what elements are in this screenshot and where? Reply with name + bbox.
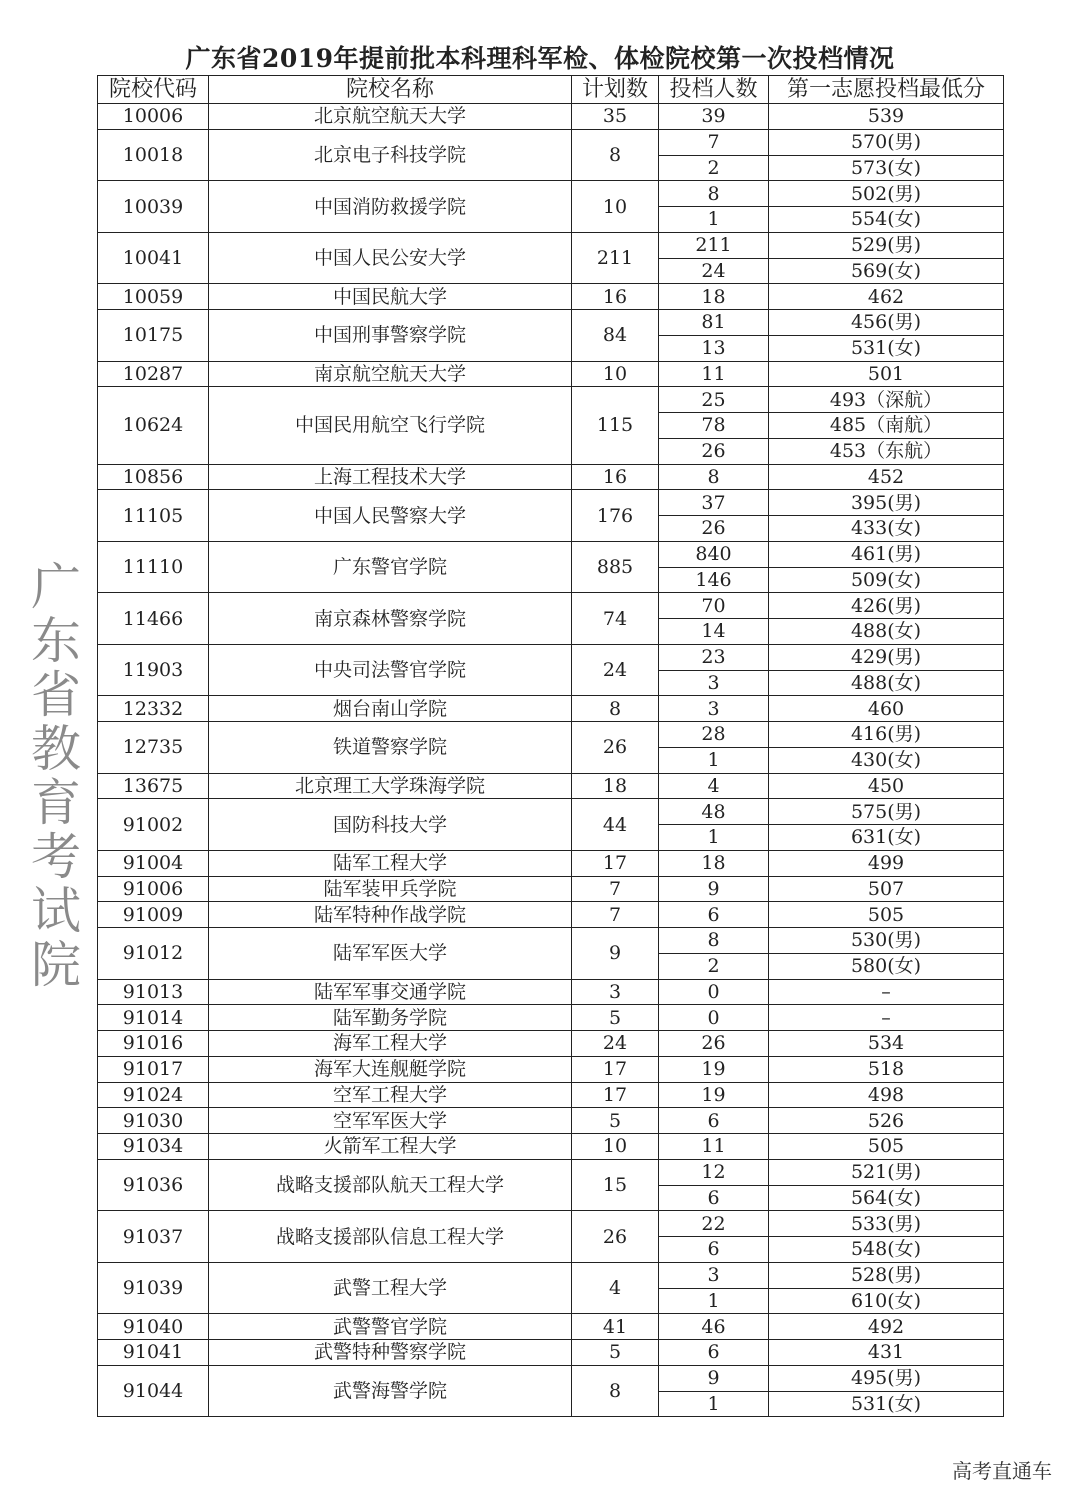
min-score: 416(男): [769, 722, 1004, 748]
school-name: 陆军军事交通学院: [209, 979, 572, 1005]
min-score: 564(女): [769, 1185, 1004, 1211]
min-score: 505: [769, 1134, 1004, 1160]
min-score: 610(女): [769, 1288, 1004, 1314]
table-row: [98, 1365, 1004, 1391]
min-score: 433(女): [769, 516, 1004, 542]
table-row: [98, 541, 1004, 567]
table-row: [98, 284, 1004, 310]
admitted-count: 0: [659, 1005, 769, 1031]
admitted-count: 81: [659, 310, 769, 336]
min-score: 575(男): [769, 799, 1004, 825]
school-name: 海军大连舰艇学院: [209, 1056, 572, 1082]
plan-count: 74: [572, 593, 659, 645]
min-score: 569(女): [769, 258, 1004, 284]
admitted-count: 8: [659, 181, 769, 207]
admitted-count: 11: [659, 361, 769, 387]
plan-count: 18: [572, 773, 659, 799]
school-code: 91014: [98, 1005, 209, 1031]
plan-count: 4: [572, 1262, 659, 1314]
school-code: 91044: [98, 1365, 209, 1417]
min-score: 452: [769, 464, 1004, 490]
min-score: 529(男): [769, 232, 1004, 258]
admitted-count: 840: [659, 541, 769, 567]
admitted-count: 26: [659, 516, 769, 542]
admitted-count: 39: [659, 104, 769, 130]
admitted-count: 7: [659, 129, 769, 155]
school-name: 武警工程大学: [209, 1262, 572, 1314]
school-name: 中国民用航空飞行学院: [209, 387, 572, 464]
school-name: 武警特种警察学院: [209, 1340, 572, 1366]
admitted-count: 3: [659, 1262, 769, 1288]
school-name: 国防科技大学: [209, 799, 572, 851]
plan-count: 5: [572, 1005, 659, 1031]
plan-count: 17: [572, 1056, 659, 1082]
plan-count: 5: [572, 1108, 659, 1134]
school-code: 91012: [98, 928, 209, 980]
table-row: [98, 1262, 1004, 1288]
plan-count: 8: [572, 129, 659, 181]
min-score: –: [769, 1005, 1004, 1031]
min-score: 461(男): [769, 541, 1004, 567]
school-code: 91030: [98, 1108, 209, 1134]
header-count: 投档人数: [659, 76, 769, 104]
min-score: 570(男): [769, 129, 1004, 155]
min-score: 430(女): [769, 747, 1004, 773]
plan-count: 24: [572, 1031, 659, 1057]
min-score: 534: [769, 1031, 1004, 1057]
table-row: [98, 644, 1004, 670]
school-code: 11903: [98, 644, 209, 696]
school-name: 空军军医大学: [209, 1108, 572, 1134]
plan-count: 7: [572, 876, 659, 902]
school-name: 空军工程大学: [209, 1082, 572, 1108]
watermark: 广东省教育考试院: [23, 560, 81, 992]
table-row: [98, 464, 1004, 490]
min-score: 460: [769, 696, 1004, 722]
admitted-count: 11: [659, 1134, 769, 1160]
admitted-count: 8: [659, 928, 769, 954]
table-row: [98, 310, 1004, 336]
admitted-count: 46: [659, 1314, 769, 1340]
admitted-count: 26: [659, 438, 769, 464]
admitted-count: 6: [659, 1237, 769, 1263]
school-code: 10039: [98, 181, 209, 233]
admitted-count: 24: [659, 258, 769, 284]
school-code: 91039: [98, 1262, 209, 1314]
school-name: 战略支援部队航天工程大学: [209, 1159, 572, 1211]
admitted-count: 78: [659, 413, 769, 439]
plan-count: 5: [572, 1340, 659, 1366]
admitted-count: 9: [659, 1365, 769, 1391]
school-name: 北京电子科技学院: [209, 129, 572, 181]
table-row: [98, 1211, 1004, 1237]
school-name: 中国消防救援学院: [209, 181, 572, 233]
school-name: 中国民航大学: [209, 284, 572, 310]
table-row: [98, 696, 1004, 722]
school-code: 11110: [98, 541, 209, 593]
school-code: 91016: [98, 1031, 209, 1057]
school-code: 91017: [98, 1056, 209, 1082]
admitted-count: 0: [659, 979, 769, 1005]
min-score: 431: [769, 1340, 1004, 1366]
school-code: 12735: [98, 722, 209, 774]
table-row: [98, 1005, 1004, 1031]
school-name: 中央司法警官学院: [209, 644, 572, 696]
min-score: 493（深航）: [769, 387, 1004, 413]
plan-count: 885: [572, 541, 659, 593]
plan-count: 35: [572, 104, 659, 130]
school-name: 南京森林警察学院: [209, 593, 572, 645]
school-code: 91041: [98, 1340, 209, 1366]
admitted-count: 6: [659, 1340, 769, 1366]
plan-count: 8: [572, 696, 659, 722]
header-score: 第一志愿投档最低分: [769, 76, 1004, 104]
min-score: 554(女): [769, 207, 1004, 233]
min-score: 531(女): [769, 335, 1004, 361]
plan-count: 44: [572, 799, 659, 851]
plan-count: 16: [572, 284, 659, 310]
plan-count: 17: [572, 850, 659, 876]
table-row: [98, 104, 1004, 130]
table-row: [98, 799, 1004, 825]
plan-count: 10: [572, 361, 659, 387]
min-score: 526: [769, 1108, 1004, 1134]
school-code: 91040: [98, 1314, 209, 1340]
admitted-count: 19: [659, 1056, 769, 1082]
min-score: 426(男): [769, 593, 1004, 619]
header-code: 院校代码: [98, 76, 209, 104]
admitted-count: 3: [659, 696, 769, 722]
min-score: 492: [769, 1314, 1004, 1340]
table-row: [98, 876, 1004, 902]
school-code: 11105: [98, 490, 209, 542]
plan-count: 15: [572, 1159, 659, 1211]
admitted-count: 25: [659, 387, 769, 413]
plan-count: 211: [572, 232, 659, 284]
admitted-count: 2: [659, 155, 769, 181]
school-name: 南京航空航天大学: [209, 361, 572, 387]
table-row: [98, 593, 1004, 619]
school-code: 10175: [98, 310, 209, 362]
school-name: 武警海警学院: [209, 1365, 572, 1417]
school-name: 上海工程技术大学: [209, 464, 572, 490]
school-name: 陆军军医大学: [209, 928, 572, 980]
school-name: 烟台南山学院: [209, 696, 572, 722]
min-score: 395(男): [769, 490, 1004, 516]
min-score: –: [769, 979, 1004, 1005]
school-name: 陆军特种作战学院: [209, 902, 572, 928]
admitted-count: 1: [659, 207, 769, 233]
school-name: 陆军装甲兵学院: [209, 876, 572, 902]
min-score: 518: [769, 1056, 1004, 1082]
school-code: 10018: [98, 129, 209, 181]
admitted-count: 22: [659, 1211, 769, 1237]
min-score: 548(女): [769, 1237, 1004, 1263]
plan-count: 16: [572, 464, 659, 490]
school-code: 91009: [98, 902, 209, 928]
min-score: 453（东航）: [769, 438, 1004, 464]
admitted-count: 18: [659, 284, 769, 310]
table-row: [98, 902, 1004, 928]
min-score: 462: [769, 284, 1004, 310]
min-score: 498: [769, 1082, 1004, 1108]
table-row: [98, 1314, 1004, 1340]
admitted-count: 70: [659, 593, 769, 619]
table-row: [98, 928, 1004, 954]
min-score: 495(男): [769, 1365, 1004, 1391]
school-code: 91013: [98, 979, 209, 1005]
table-row: [98, 129, 1004, 155]
school-code: 10006: [98, 104, 209, 130]
school-name: 中国刑事警察学院: [209, 310, 572, 362]
school-name: 中国人民公安大学: [209, 232, 572, 284]
school-name: 陆军工程大学: [209, 850, 572, 876]
admitted-count: 211: [659, 232, 769, 258]
table-row: [98, 773, 1004, 799]
plan-count: 115: [572, 387, 659, 464]
table-row: [98, 1134, 1004, 1160]
school-name: 广东警官学院: [209, 541, 572, 593]
table-row: [98, 850, 1004, 876]
admitted-count: 8: [659, 464, 769, 490]
min-score: 507: [769, 876, 1004, 902]
school-code: 12332: [98, 696, 209, 722]
plan-count: 9: [572, 928, 659, 980]
header-row: [98, 76, 1004, 104]
school-code: 91024: [98, 1082, 209, 1108]
school-name: 火箭军工程大学: [209, 1134, 572, 1160]
footer-source: 高考直通车: [952, 1459, 1052, 1483]
school-code: 13675: [98, 773, 209, 799]
school-code: 91034: [98, 1134, 209, 1160]
admitted-count: 48: [659, 799, 769, 825]
table-row: [98, 1340, 1004, 1366]
school-name: 铁道警察学院: [209, 722, 572, 774]
min-score: 485（南航）: [769, 413, 1004, 439]
school-code: 91004: [98, 850, 209, 876]
admitted-count: 4: [659, 773, 769, 799]
admitted-count: 14: [659, 619, 769, 645]
table-row: [98, 490, 1004, 516]
plan-count: 8: [572, 1365, 659, 1417]
min-score: 531(女): [769, 1391, 1004, 1417]
school-code: 10624: [98, 387, 209, 464]
school-code: 91006: [98, 876, 209, 902]
min-score: 450: [769, 773, 1004, 799]
admitted-count: 18: [659, 850, 769, 876]
admitted-count: 1: [659, 747, 769, 773]
admitted-count: 23: [659, 644, 769, 670]
plan-count: 24: [572, 644, 659, 696]
admitted-count: 26: [659, 1031, 769, 1057]
plan-count: 3: [572, 979, 659, 1005]
header-plan: 计划数: [572, 76, 659, 104]
admitted-count: 1: [659, 1391, 769, 1417]
school-code: 91036: [98, 1159, 209, 1211]
admitted-count: 3: [659, 670, 769, 696]
min-score: 488(女): [769, 619, 1004, 645]
admitted-count: 9: [659, 876, 769, 902]
school-code: 10059: [98, 284, 209, 310]
min-score: 530(男): [769, 928, 1004, 954]
table-row: [98, 1056, 1004, 1082]
table-row: [98, 1031, 1004, 1057]
table-row: [98, 181, 1004, 207]
table-row: [98, 722, 1004, 748]
plan-count: 26: [572, 1211, 659, 1263]
admitted-count: 28: [659, 722, 769, 748]
school-code: 10041: [98, 232, 209, 284]
min-score: 533(男): [769, 1211, 1004, 1237]
plan-count: 10: [572, 181, 659, 233]
admitted-count: 19: [659, 1082, 769, 1108]
admitted-count: 12: [659, 1159, 769, 1185]
min-score: 631(女): [769, 825, 1004, 851]
min-score: 488(女): [769, 670, 1004, 696]
min-score: 521(男): [769, 1159, 1004, 1185]
school-name: 北京航空航天大学: [209, 104, 572, 130]
header-name: 院校名称: [209, 76, 572, 104]
document-title: 广东省2019年提前批本科理科军检、体检院校第一次投档情况: [185, 44, 895, 73]
school-code: 11466: [98, 593, 209, 645]
min-score: 501: [769, 361, 1004, 387]
table-row: [98, 1108, 1004, 1134]
table-row: [98, 387, 1004, 413]
admitted-count: 6: [659, 902, 769, 928]
plan-count: 84: [572, 310, 659, 362]
min-score: 499: [769, 850, 1004, 876]
plan-count: 41: [572, 1314, 659, 1340]
school-name: 战略支援部队信息工程大学: [209, 1211, 572, 1263]
min-score: 509(女): [769, 567, 1004, 593]
admitted-count: 1: [659, 1288, 769, 1314]
plan-count: 17: [572, 1082, 659, 1108]
min-score: 528(男): [769, 1262, 1004, 1288]
school-name: 陆军勤务学院: [209, 1005, 572, 1031]
school-code: 91002: [98, 799, 209, 851]
min-score: 429(男): [769, 644, 1004, 670]
min-score: 539: [769, 104, 1004, 130]
table-row: [98, 979, 1004, 1005]
min-score: 502(男): [769, 181, 1004, 207]
admission-table: [97, 75, 1004, 1417]
table-row: [98, 361, 1004, 387]
plan-count: 26: [572, 722, 659, 774]
admitted-count: 6: [659, 1108, 769, 1134]
min-score: 456(男): [769, 310, 1004, 336]
plan-count: 7: [572, 902, 659, 928]
min-score: 505: [769, 902, 1004, 928]
school-code: 91037: [98, 1211, 209, 1263]
school-code: 10287: [98, 361, 209, 387]
admitted-count: 13: [659, 335, 769, 361]
table-row: [98, 1159, 1004, 1185]
admitted-count: 146: [659, 567, 769, 593]
plan-count: 176: [572, 490, 659, 542]
plan-count: 10: [572, 1134, 659, 1160]
admitted-count: 6: [659, 1185, 769, 1211]
school-name: 中国人民警察大学: [209, 490, 572, 542]
table-row: [98, 1082, 1004, 1108]
school-name: 海军工程大学: [209, 1031, 572, 1057]
min-score: 580(女): [769, 953, 1004, 979]
school-name: 北京理工大学珠海学院: [209, 773, 572, 799]
table-row: [98, 232, 1004, 258]
table-body: [98, 104, 1004, 1417]
min-score: 573(女): [769, 155, 1004, 181]
school-code: 10856: [98, 464, 209, 490]
school-name: 武警警官学院: [209, 1314, 572, 1340]
admitted-count: 2: [659, 953, 769, 979]
admitted-count: 37: [659, 490, 769, 516]
admitted-count: 1: [659, 825, 769, 851]
